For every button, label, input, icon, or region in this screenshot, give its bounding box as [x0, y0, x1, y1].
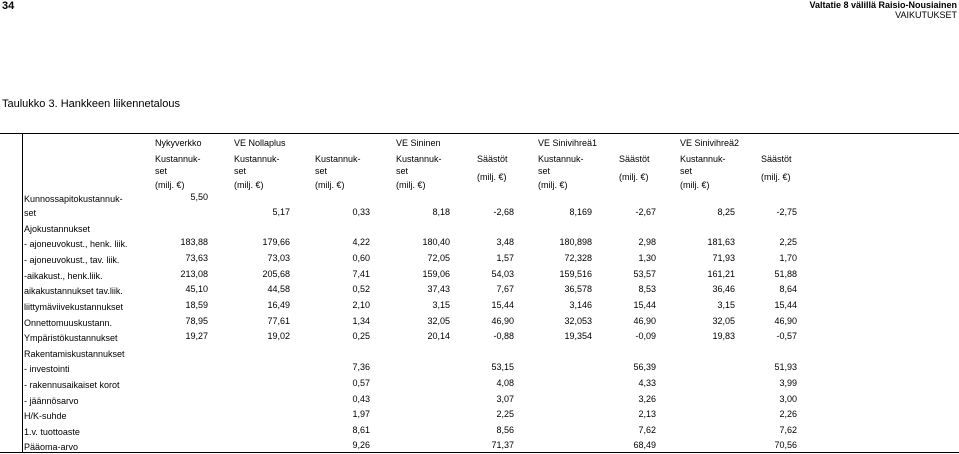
table-cell: 44,58 [267, 284, 290, 294]
table-cell: -2,75 [776, 207, 797, 217]
table-cell: 0,25 [352, 331, 370, 341]
table-cell: 179,66 [262, 237, 290, 247]
row-label: - jäännösarvo [24, 396, 79, 406]
table-cell: 53,15 [491, 362, 514, 372]
table-cell: 0,52 [352, 284, 370, 294]
table-cell: -2,67 [635, 207, 656, 217]
column-header-label: Kustannuk- set [234, 154, 280, 176]
table-cell: 2,25 [496, 409, 514, 419]
table-cell: 32,05 [712, 316, 735, 326]
column-group-header: Nykyverkko [155, 138, 202, 148]
column-unit-label: (milj. €) [761, 172, 791, 182]
row-label: - ajoneuvokust., tav. liik. [24, 255, 120, 265]
table-cell: 3,15 [717, 300, 735, 310]
table-cell: 3,146 [569, 300, 592, 310]
row-label: liittymäviivekustannukset [24, 302, 124, 312]
table-cell: 32,053 [564, 316, 592, 326]
table-cell: 51,93 [774, 362, 797, 372]
table-cell: 56,39 [633, 362, 656, 372]
table-cell: 77,61 [267, 316, 290, 326]
table-cell: 15,44 [491, 300, 514, 310]
column-header-label: Kustannuk- set [315, 154, 361, 176]
savings-column-header [761, 153, 792, 182]
savings-column-header [619, 153, 650, 182]
table-cell: 0,43 [352, 394, 370, 404]
table-cell: 1,97 [352, 409, 370, 419]
table-cell: 7,62 [779, 425, 797, 435]
table-cell: 8,61 [352, 425, 370, 435]
table-cell: 53,57 [633, 269, 656, 279]
table-cell: 180,898 [559, 237, 592, 247]
table-cell: 15,44 [633, 300, 656, 310]
table-cell: 78,95 [185, 316, 208, 326]
column-header-label: Kustannuk- set [155, 154, 201, 176]
table-cell: 3,26 [638, 394, 656, 404]
savings-column-header [477, 153, 508, 182]
table-cell: 181,63 [707, 237, 735, 247]
table-cell: 8,56 [496, 425, 514, 435]
row-label: 1.v. tuottoaste [24, 427, 80, 437]
column-unit-label: (milj. €) [538, 180, 568, 190]
table-caption: Taulukko 3. Hankkeen liikennetalous [2, 98, 180, 110]
table-cell: 46,90 [774, 316, 797, 326]
table-cell: 54,03 [491, 269, 514, 279]
table-cell: 183,88 [180, 237, 208, 247]
document-section: VAIKUTUKSET [895, 10, 957, 20]
table-cell: 3,07 [496, 394, 514, 404]
column-unit-label: (milj. €) [155, 180, 185, 190]
row-label: Kunnossapitokustannuk- set [24, 194, 123, 218]
table-cell: 3,00 [779, 394, 797, 404]
table-cell: 37,43 [427, 284, 450, 294]
column-unit-label: (milj. €) [315, 180, 345, 190]
column-unit-label: (milj. €) [234, 180, 264, 190]
table-cell: 20,14 [427, 331, 450, 341]
table-cell: -0,57 [776, 331, 797, 341]
table-cell: 1,57 [496, 253, 514, 263]
table-cell: 8,25 [717, 207, 735, 217]
table-cell: 2,10 [352, 300, 370, 310]
table-cell: 213,08 [180, 269, 208, 279]
row-label: - ajoneuvokust., henk. liik. [24, 239, 128, 249]
table-cell: 1,30 [638, 253, 656, 263]
table-cell: 205,68 [262, 269, 290, 279]
table-cell: 18,59 [185, 300, 208, 310]
table-cell: 46,90 [633, 316, 656, 326]
column-header-label: Kustannuk- set [396, 154, 442, 176]
table-cell: 1,34 [352, 316, 370, 326]
table-cell: 7,36 [352, 362, 370, 372]
cost-column-header [155, 153, 201, 190]
cost-column-header [680, 153, 726, 190]
table-cell: 3,48 [496, 237, 514, 247]
column-unit-label: (milj. €) [477, 172, 507, 182]
table-cell: 7,67 [496, 284, 514, 294]
table-cell: 8,18 [432, 207, 450, 217]
table-cell: 3,99 [779, 378, 797, 388]
document-title: Valtatie 8 välillä Raisio-Nousiainen [809, 0, 957, 10]
table-cell: -0,88 [493, 331, 514, 341]
table-cell: 7,41 [352, 269, 370, 279]
table-cell: 19,354 [564, 331, 592, 341]
table-cell: 0,33 [352, 207, 370, 217]
column-header-label: Säästöt [477, 154, 508, 164]
page-number: 34 [2, 0, 15, 12]
table-cell: -2,68 [493, 207, 514, 217]
table-cell: 73,03 [267, 253, 290, 263]
table-cell: 8,53 [638, 284, 656, 294]
table-cell: 19,83 [712, 331, 735, 341]
column-group-header: VE Sinivihreä1 [538, 138, 598, 148]
table-cell: 16,49 [267, 300, 290, 310]
column-group-header: VE Sinivihreä2 [680, 138, 740, 148]
table-cell: 36,46 [712, 284, 735, 294]
table-cell: 4,22 [352, 237, 370, 247]
column-group-header: VE Nollaplus [234, 138, 286, 148]
row-label: -aikakust., henk.liik. [24, 271, 103, 281]
table-cell: 72,05 [427, 253, 450, 263]
table-cell: 2,13 [638, 409, 656, 419]
row-label: H/K-suhde [24, 411, 67, 421]
column-header-label: Kustannuk- set [680, 154, 726, 176]
row-label: Rakentamiskustannukset [24, 349, 125, 359]
column-header-label: Säästöt [619, 154, 650, 164]
table-cell: 159,06 [422, 269, 450, 279]
column-header-label: Säästöt [761, 154, 792, 164]
table-cell: 68,49 [633, 440, 656, 450]
table-cell: 70,56 [774, 440, 797, 450]
table-cell: 71,37 [491, 440, 514, 450]
column-unit-label: (milj. €) [619, 172, 649, 182]
column-unit-label: (milj. €) [396, 180, 426, 190]
row-label: Pääoma-arvo [24, 442, 79, 452]
table-cell: 3,15 [432, 300, 450, 310]
table-cell: 8,169 [569, 207, 592, 217]
table-cell: 19,02 [267, 331, 290, 341]
table-cell: 46,90 [491, 316, 514, 326]
table-cell: 15,44 [774, 300, 797, 310]
table-top-border [0, 133, 959, 134]
row-label: Onnettomuuskustann. [24, 318, 113, 328]
column-unit-label: (milj. €) [680, 180, 710, 190]
table-cell: 5,17 [272, 207, 290, 217]
row-label: - investointi [24, 364, 70, 374]
table-cell: 19,27 [185, 331, 208, 341]
cost-column-header [234, 153, 280, 190]
column-group-header: VE Sininen [396, 138, 441, 148]
table-cell: 1,70 [779, 253, 797, 263]
table-cell: 32,05 [427, 316, 450, 326]
table-cell: 161,21 [707, 269, 735, 279]
table-cell: -0,09 [635, 331, 656, 341]
cost-column-header [396, 153, 442, 190]
table-left-border [22, 133, 23, 453]
table-cell: 8,64 [779, 284, 797, 294]
table-cell: 5,50 [190, 192, 208, 202]
table-cell: 51,88 [774, 269, 797, 279]
cost-column-header [315, 153, 361, 190]
table-cell: 4,33 [638, 378, 656, 388]
table-cell: 45,10 [185, 284, 208, 294]
column-header-label: Kustannuk- set [538, 154, 584, 176]
table-cell: 0,60 [352, 253, 370, 263]
table-cell: 9,26 [352, 440, 370, 450]
table-cell: 159,516 [559, 269, 592, 279]
table-cell: 2,98 [638, 237, 656, 247]
row-label: aikakustannukset tav.liik. [24, 286, 123, 296]
table-cell: 36,578 [564, 284, 592, 294]
table-cell: 2,26 [779, 409, 797, 419]
table-cell: 72,328 [564, 253, 592, 263]
row-label: Ympäristökustannukset [24, 333, 118, 343]
table-cell: 4,08 [496, 378, 514, 388]
cost-column-header [538, 153, 584, 190]
table-cell: 71,93 [712, 253, 735, 263]
table-cell: 73,63 [185, 253, 208, 263]
table-cell: 2,25 [779, 237, 797, 247]
table-cell: 180,40 [422, 237, 450, 247]
table-cell: 0,57 [352, 378, 370, 388]
row-label: Ajokustannukset [24, 224, 91, 234]
row-label: - rakennusaikaiset korot [24, 380, 120, 390]
table-cell: 7,62 [638, 425, 656, 435]
